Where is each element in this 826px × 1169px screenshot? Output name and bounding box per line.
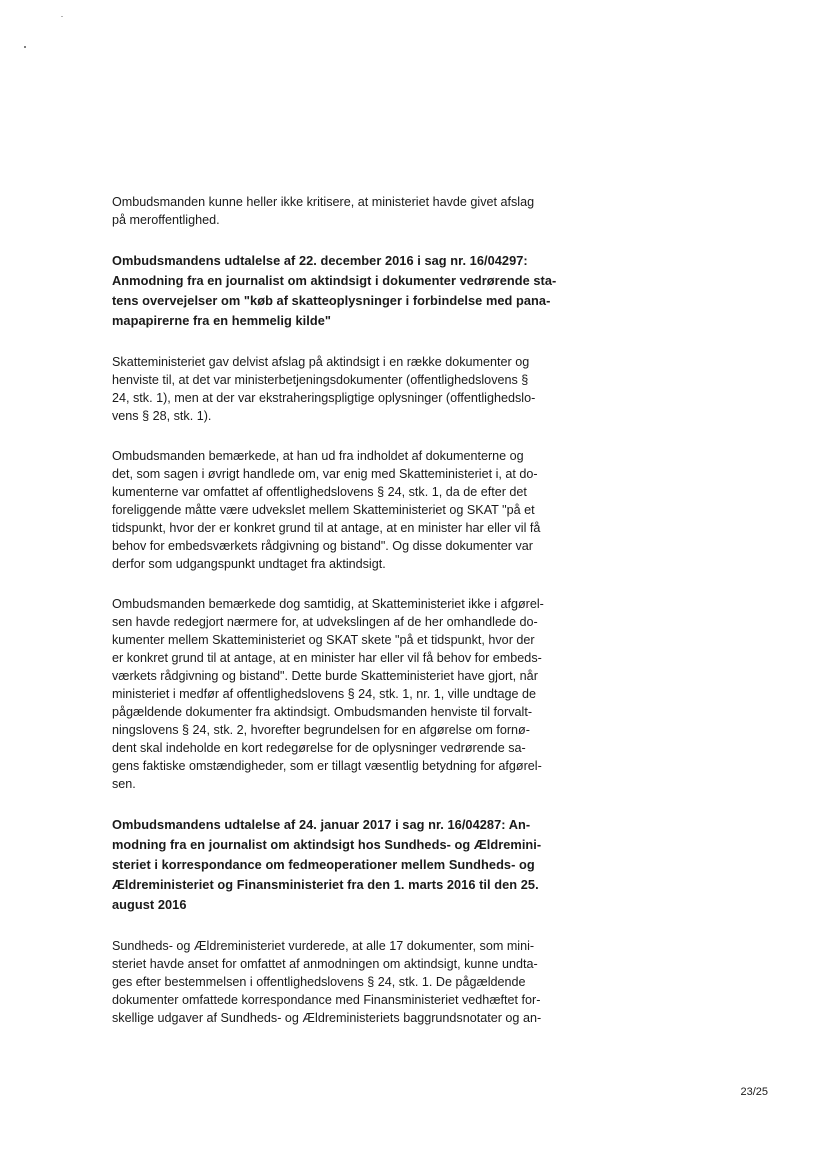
text-line: vens § 28, stk. 1). [112,409,212,423]
text-line: behov for embedsværkets rådgivning og bistand". Og disse dokumenter var [112,539,533,553]
text-line: derfor som udgangspunkt undtaget fra aktindsigt. [112,557,386,571]
paragraph-ombudsmanden-enig [112,447,574,573]
text-line: henviste til, at det var ministerbetjeningsdokumenter (offentlighedslovens § [112,373,529,387]
section-heading-2016 [112,251,574,331]
text-line: sen havde redegjort nærmere for, at udvekslingen af de her omhandlede do- [112,615,538,629]
text-line: steriet havde anset for omfattet af anmodningen om aktindsigt, kunne undta- [112,957,538,971]
heading-line: modning fra en journalist om aktindsigt hos Sundheds- og Ældremini- [112,837,542,852]
document-body [112,193,574,1027]
text-line: på meroffentlighed. [112,213,220,227]
text-line: dent skal indeholde en kort redegørelse for de oplysninger vedrørende sa- [112,741,526,755]
text-line: 24, stk. 1), men at der var ekstraheringspligtige oplysninger (offentlighedslo- [112,391,536,405]
paragraph-skatteministeriet-afslag [112,353,574,425]
scan-speck [61,16,63,17]
heading-line: mapapirerne fra en hemmelig kilde" [112,313,331,328]
text-line: pågældende dokumenter fra aktindsigt. Ombudsmanden henviste til forvalt- [112,705,533,719]
scan-speck [24,46,26,48]
text-line: ges efter bestemmelsen i offentlighedslovens § 24, stk. 1. De pågældende [112,975,526,989]
text-line: værkets rådgivning og bistand". Dette burde Skatteministeriet have gjort, når [112,669,538,683]
heading-line: Anmodning fra en journalist om aktindsigt i dokumenter vedrørende sta- [112,273,557,288]
text-line: kumenter mellem Skatteministeriet og SKAT skete "på et tidspunkt, hvor der [112,633,535,647]
section-heading-2017 [112,815,574,915]
heading-line: august 2016 [112,897,187,912]
text-line: tidspunkt, hvor der er konkret grund til at antage, at en minister har eller vil få [112,521,541,535]
text-line: gens faktiske omstændigheder, som er tillagt væsentlig betydning for afgørel- [112,759,542,773]
text-line: Ombudsmanden bemærkede dog samtidig, at Skatteministeriet ikke i afgørel- [112,597,544,611]
text-line: Skatteministeriet gav delvist afslag på aktindsigt i en række dokumenter og [112,355,530,369]
text-line: Ombudsmanden kunne heller ikke kritisere, at ministeriet havde givet afslag [112,195,535,209]
text-line: det, som sagen i øvrigt handlede om, var enig med Skatteministeriet i, at do- [112,467,538,481]
heading-line: tens overvejelser om "køb af skatteoplysninger i forbindelse med pana- [112,293,551,308]
heading-line: Ombudsmandens udtalelse af 24. januar 2017 i sag nr. 16/04287: An- [112,817,531,832]
heading-line: Ældreministeriet og Finansministeriet fra den 1. marts 2016 til den 25. [112,877,539,892]
text-line: Sundheds- og Ældreministeriet vurderede, at alle 17 dokumenter, som mini- [112,939,535,953]
text-line: ministeriet i medfør af offentlighedslovens § 24, stk. 1, nr. 1, ville undtage de [112,687,536,701]
text-line: sen. [112,777,136,791]
text-line: skellige udgaver af Sundheds- og Ældreministeriets baggrundsnotater og an- [112,1011,542,1025]
text-line: er konkret grund til at antage, at en minister har eller vil få behov for embeds- [112,651,542,665]
text-line: foreliggende måtte være udvekslet mellem Skatteministeriet og SKAT "på et [112,503,535,517]
paragraph-begrundelse [112,595,574,793]
page-number: 23/25 [740,1086,768,1098]
heading-line: Ombudsmandens udtalelse af 22. december 2016 i sag nr. 16/04297: [112,253,528,268]
heading-line: steriet i korrespondance om fedmeoperationer mellem Sundheds- og [112,857,535,872]
text-line: kumenterne var omfattet af offentlighedslovens § 24, stk. 1, da de efter det [112,485,527,499]
text-line: ningslovens § 24, stk. 2, hvorefter begrundelsen for en afgørelse om fornø- [112,723,530,737]
paragraph-sundheds-aeldreministeriet [112,937,574,1027]
text-line: Ombudsmanden bemærkede, at han ud fra indholdet af dokumenterne og [112,449,524,463]
text-line: dokumenter omfattede korrespondance med Finansministeriet vedhæftet for- [112,993,541,1007]
paragraph-meroffentlighed [112,193,574,229]
